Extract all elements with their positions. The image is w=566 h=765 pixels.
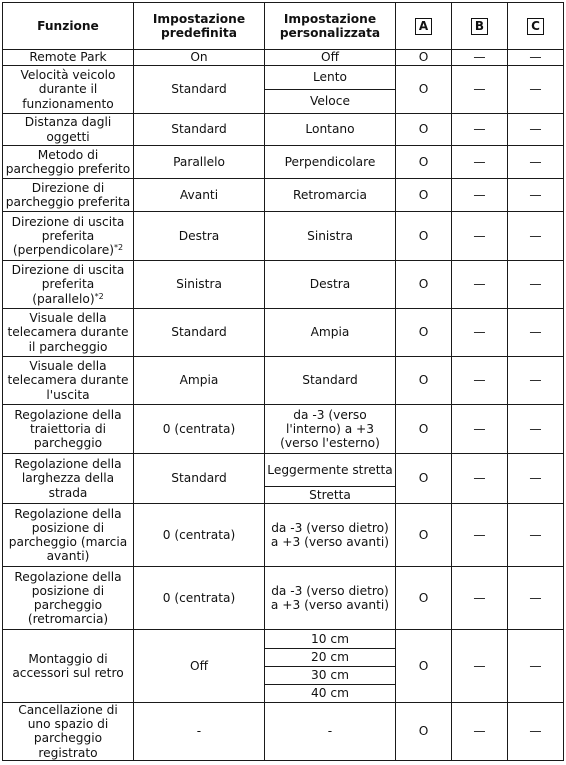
funzione-text: Regolazione della posizione di parcheggio (marcia avanti) [8, 506, 128, 564]
header-funzione: Funzione [3, 3, 134, 50]
cell-col-a [396, 309, 452, 357]
funzione-text: Direzione di uscita preferita (perpendicolare) [11, 214, 125, 258]
not-available-dash: — [473, 228, 486, 243]
table-body [3, 50, 564, 761]
cell-personalizzata: Stretta [265, 487, 396, 504]
header-col-c [508, 3, 564, 50]
availability-mark: O [418, 325, 429, 340]
table-row [3, 357, 564, 405]
funzione-text: Distanza dagli oggetti [24, 115, 112, 144]
cell-personalizzata: da -3 (verso dietro) a +3 (verso avanti) [265, 504, 396, 567]
cell-predefinita: Avanti [134, 179, 265, 212]
funzione-text: Visuale della telecamera durante l'uscita [7, 359, 129, 402]
not-available-dash: — [473, 122, 486, 137]
cell-col-a [396, 703, 452, 761]
table-row [3, 66, 564, 90]
cell-col-b [452, 703, 508, 761]
cell-col-a [396, 454, 452, 504]
header-col-b [452, 3, 508, 50]
cell-funzione [3, 309, 134, 357]
cell-personalizzata: da -3 (verso dietro) a +3 (verso avanti) [265, 567, 396, 630]
cell-personalizzata: Lento [265, 66, 396, 90]
header-personalizzata: Impostazione personalizzata [265, 3, 396, 50]
cell-personalizzata: Off [265, 50, 396, 66]
cell-predefinita: Sinistra [134, 261, 265, 309]
cell-personalizzata: 30 cm [265, 667, 396, 685]
cell-col-b [452, 114, 508, 146]
not-available-dash: — [529, 122, 542, 137]
availability-mark: O [418, 421, 429, 436]
cell-funzione [3, 703, 134, 761]
not-available-dash: — [529, 277, 542, 292]
table-row [3, 114, 564, 146]
cell-personalizzata: Ampia [265, 309, 396, 357]
cell-col-b [452, 357, 508, 405]
availability-mark: O [418, 228, 429, 243]
not-available-dash: — [529, 154, 542, 169]
not-available-dash: — [473, 154, 486, 169]
not-available-dash: — [529, 325, 542, 340]
not-available-dash: — [473, 50, 486, 65]
cell-personalizzata: Standard [265, 357, 396, 405]
footnote-mark: *2 [94, 291, 104, 301]
cell-col-c [508, 703, 564, 761]
header-predefinita: Impostazione predefinita [134, 3, 265, 50]
funzione-text: Velocità veicolo durante il funzionamento [20, 68, 116, 111]
cell-predefinita: Standard [134, 309, 265, 357]
cell-col-b [452, 309, 508, 357]
not-available-dash: — [529, 471, 542, 486]
availability-mark: O [418, 187, 429, 202]
not-available-dash: — [529, 658, 542, 673]
cell-personalizzata: Perpendicolare [265, 146, 396, 179]
cell-col-a [396, 146, 452, 179]
cell-predefinita: Standard [134, 454, 265, 504]
cell-col-a [396, 504, 452, 567]
cell-funzione [3, 261, 134, 309]
not-available-dash: — [473, 421, 486, 436]
cell-predefinita: 0 (centrata) [134, 504, 265, 567]
not-available-dash: — [473, 187, 486, 202]
not-available-dash: — [473, 590, 486, 605]
cell-personalizzata: Destra [265, 261, 396, 309]
table-row [3, 630, 564, 649]
table-row [3, 703, 564, 761]
cell-col-a [396, 50, 452, 66]
cell-personalizzata: Retromarcia [265, 179, 396, 212]
cell-funzione [3, 630, 134, 703]
cell-col-c [508, 212, 564, 261]
not-available-dash: — [529, 527, 542, 542]
cell-funzione [3, 179, 134, 212]
cell-funzione [3, 567, 134, 630]
cell-col-c [508, 66, 564, 114]
cell-personalizzata: 20 cm [265, 649, 396, 667]
cell-predefinita: Parallelo [134, 146, 265, 179]
cell-col-c [508, 567, 564, 630]
cell-col-c [508, 179, 564, 212]
cell-col-c [508, 357, 564, 405]
col-a-box: A [415, 18, 432, 35]
cell-personalizzata: Lontano [265, 114, 396, 146]
table-row [3, 179, 564, 212]
funzione-text: Montaggio di accessori sul retro [12, 651, 124, 680]
cell-col-a [396, 357, 452, 405]
cell-personalizzata: 10 cm [265, 630, 396, 649]
not-available-dash: — [473, 658, 486, 673]
cell-predefinita: Destra [134, 212, 265, 261]
not-available-dash: — [473, 325, 486, 340]
cell-funzione [3, 50, 134, 66]
cell-col-b [452, 405, 508, 454]
funzione-text: Metodo di parcheggio preferito [5, 147, 131, 176]
footnote-mark: *2 [114, 243, 124, 253]
not-available-dash: — [473, 471, 486, 486]
cell-predefinita: Standard [134, 66, 265, 114]
funzione-text: Regolazione della posizione di parcheggio (retromarcia) [14, 569, 122, 627]
cell-col-c [508, 454, 564, 504]
availability-mark: O [418, 373, 429, 388]
table-row [3, 146, 564, 179]
cell-predefinita: 0 (centrata) [134, 567, 265, 630]
availability-mark: O [418, 724, 429, 739]
cell-col-b [452, 66, 508, 114]
col-b-box: B [471, 18, 488, 35]
cell-funzione [3, 454, 134, 504]
not-available-dash: — [473, 724, 486, 739]
cell-personalizzata: Leggermente stretta [265, 454, 396, 487]
not-available-dash: — [473, 373, 486, 388]
cell-funzione [3, 357, 134, 405]
cell-col-c [508, 504, 564, 567]
cell-funzione [3, 114, 134, 146]
availability-mark: O [418, 82, 429, 97]
cell-col-b [452, 504, 508, 567]
cell-funzione [3, 212, 134, 261]
availability-mark: O [418, 658, 429, 673]
cell-funzione [3, 504, 134, 567]
funzione-text: Regolazione della larghezza della strada [14, 457, 122, 500]
availability-mark: O [418, 50, 429, 65]
availability-mark: O [418, 590, 429, 605]
cell-col-a [396, 567, 452, 630]
cell-col-b [452, 179, 508, 212]
funzione-text: Visuale della telecamera durante il parcheggio [7, 311, 129, 354]
cell-col-b [452, 567, 508, 630]
cell-col-c [508, 146, 564, 179]
cell-predefinita: Ampia [134, 357, 265, 405]
not-available-dash: — [529, 373, 542, 388]
table-row [3, 212, 564, 261]
cell-col-b [452, 146, 508, 179]
cell-col-b [452, 212, 508, 261]
table-row [3, 261, 564, 309]
cell-col-c [508, 630, 564, 703]
cell-predefinita: Standard [134, 114, 265, 146]
cell-predefinita: Off [134, 630, 265, 703]
header-col-a [396, 3, 452, 50]
table-row [3, 454, 564, 487]
cell-predefinita: On [134, 50, 265, 66]
table-row [3, 405, 564, 454]
cell-col-a [396, 630, 452, 703]
cell-col-c [508, 309, 564, 357]
not-available-dash: — [529, 50, 542, 65]
cell-funzione [3, 66, 134, 114]
availability-mark: O [418, 527, 429, 542]
not-available-dash: — [529, 82, 542, 97]
cell-col-a [396, 212, 452, 261]
cell-col-a [396, 261, 452, 309]
settings-table [2, 2, 564, 761]
not-available-dash: — [529, 724, 542, 739]
cell-col-c [508, 405, 564, 454]
col-c-box: C [527, 18, 544, 35]
cell-predefinita: - [134, 703, 265, 761]
table-row [3, 309, 564, 357]
cell-col-b [452, 50, 508, 66]
cell-personalizzata: da -3 (verso l'interno) a +3 (verso l'esterno) [265, 405, 396, 454]
availability-mark: O [418, 122, 429, 137]
cell-col-a [396, 405, 452, 454]
cell-col-c [508, 261, 564, 309]
cell-personalizzata: Sinistra [265, 212, 396, 261]
availability-mark: O [418, 154, 429, 169]
funzione-text: Cancellazione di uno spazio di parcheggio registrato [18, 703, 118, 760]
funzione-text: Direzione di uscita preferita (parallelo) [11, 263, 125, 306]
cell-personalizzata: - [265, 703, 396, 761]
not-available-dash: — [529, 228, 542, 243]
table-header-row [3, 3, 564, 50]
cell-col-c [508, 50, 564, 66]
cell-funzione [3, 405, 134, 454]
not-available-dash: — [529, 187, 542, 202]
funzione-text: Regolazione della traiettoria di parcheggio [14, 407, 122, 451]
funzione-text: Direzione di parcheggio preferita [5, 180, 131, 209]
cell-col-b [452, 630, 508, 703]
not-available-dash: — [473, 82, 486, 97]
table-row [3, 504, 564, 567]
table-row [3, 50, 564, 66]
cell-col-b [452, 454, 508, 504]
not-available-dash: — [529, 421, 542, 436]
availability-mark: O [418, 277, 429, 292]
cell-predefinita: 0 (centrata) [134, 405, 265, 454]
cell-personalizzata: 40 cm [265, 685, 396, 703]
funzione-text: Remote Park [29, 50, 107, 65]
cell-col-a [396, 114, 452, 146]
cell-col-a [396, 179, 452, 212]
not-available-dash: — [473, 527, 486, 542]
availability-mark: O [418, 471, 429, 486]
not-available-dash: — [473, 277, 486, 292]
cell-personalizzata: Veloce [265, 90, 396, 114]
cell-funzione [3, 146, 134, 179]
table-row [3, 567, 564, 630]
cell-col-a [396, 66, 452, 114]
cell-col-b [452, 261, 508, 309]
cell-col-c [508, 114, 564, 146]
not-available-dash: — [529, 590, 542, 605]
